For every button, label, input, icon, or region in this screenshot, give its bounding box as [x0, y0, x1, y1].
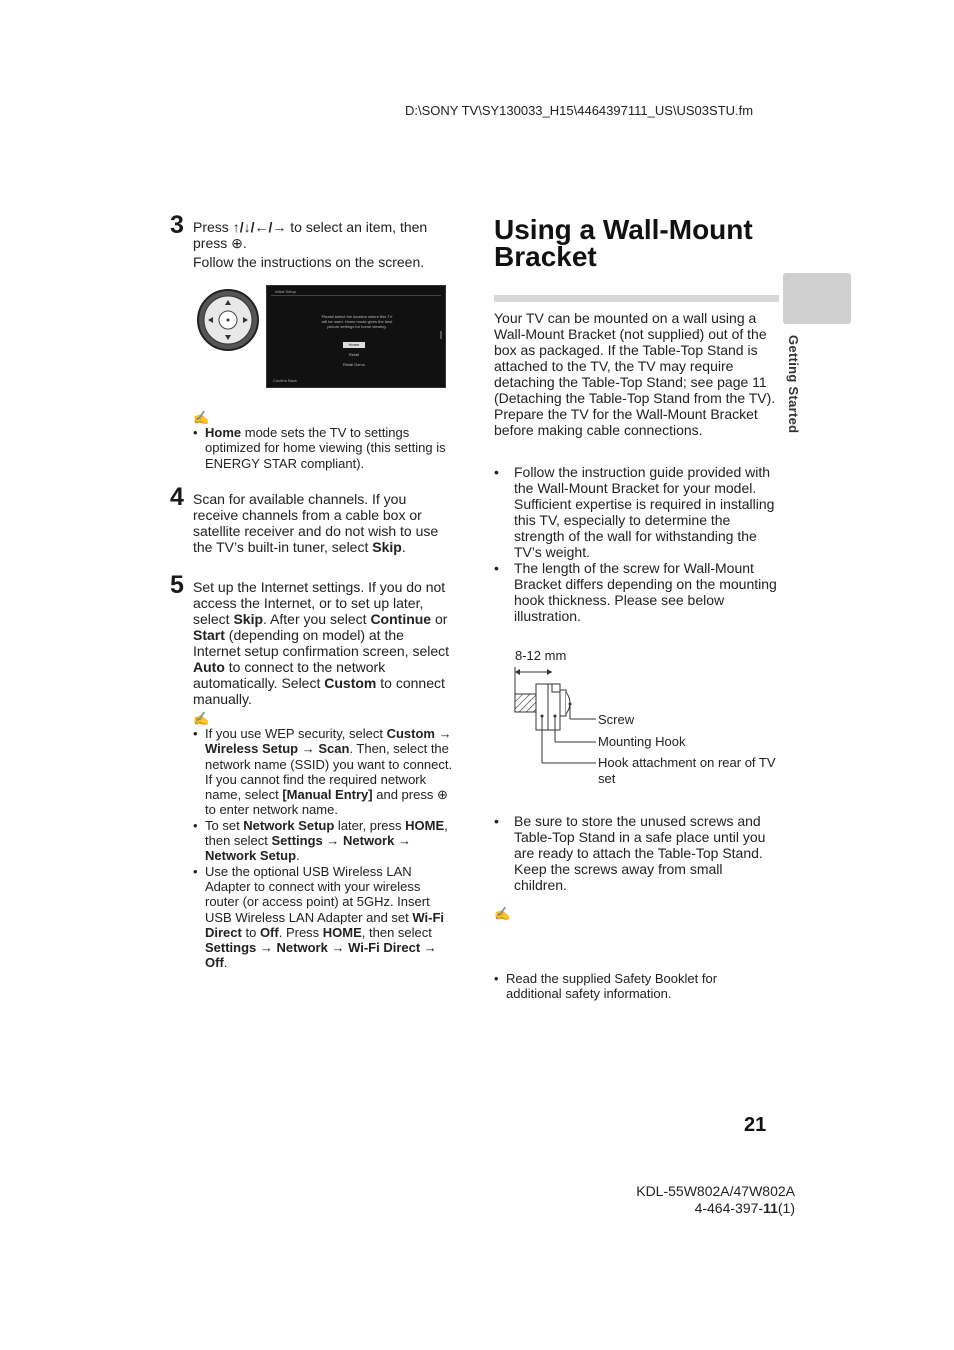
option-retail: Retail [348, 352, 360, 357]
mounting-hook-label: Mounting Hook [598, 734, 686, 749]
section-title: Using a Wall-Mount Bracket [494, 214, 753, 272]
title-rule [494, 295, 779, 302]
remote-dpad-illustration [196, 288, 260, 352]
note-icon: ✍ [193, 711, 210, 726]
tv-setup-screen: Initial Setup Please select the location where this TV will be used. Home mode gives the best picture settings for home viewing. Home Retail Retail Demo Confirm Back [266, 285, 446, 388]
step-4-number: 4 [170, 483, 184, 511]
dimension-label: 8-12 mm [515, 648, 567, 663]
arrow-keys-icon: ↑/↓/←/→ [232, 219, 287, 235]
section-tab-label: Getting Started [786, 335, 801, 434]
usb-wireless-note: • Use the optional USB Wireless LAN Adapter to connect with your wireless router (or access point) at 5GHz. Insert USB Wireless LAN Adapter and set Wi-Fi Direct to Off. Press HOME, then select Settings → Network → Wi-Fi Direct → Off. [193, 864, 455, 971]
section-tab [783, 273, 851, 324]
bullet-screw-length: • The length of the screw for Wall-Mount Bracket differs depending on the mounting hook thickness. Please see below illustration. [494, 560, 778, 624]
bullet-instruction-guide: • Follow the instruction guide provided with the Wall-Mount Bracket for your model. Sufficient expertise is required in installing this TV, especially to determine the strength of the wall for withstanding the TV’s weight. [494, 464, 778, 560]
bullet-store-screws-wrap [494, 813, 778, 893]
screw-label: Screw [598, 712, 635, 727]
model-info: KDL-55W802A/47W802A 4-464-397-11(1) [636, 1183, 795, 1216]
file-path-header: D:\SONY TV\SY130033_H15\4464397111_US\US03STU.fm [405, 103, 754, 118]
bullet-store-screws: • Be sure to store the unused screws and Table-Top Stand in a safe place until you are ready to attach the Table-Top Stand. Keep the screws away from small children. [494, 813, 778, 893]
page-number: 21 [744, 1114, 767, 1136]
network-setup-note: • To set Network Setup later, press HOME, then select Settings → Network → Network Setup. [193, 818, 455, 864]
option-retail-demo: Retail Demo [342, 362, 365, 367]
home-mode-note: • Home mode sets the TV to settings optimized for home viewing (this setting is ENERGY STAR compliant). [193, 425, 461, 471]
screw-diagram [510, 664, 610, 766]
step-3-number: 3 [170, 211, 184, 239]
hook-attachment-label: Hook attachment on rear of TV set [598, 755, 776, 786]
safety-booklet-note: • Read the supplied Safety Booklet for additional safety information. [494, 971, 756, 1002]
wall-mount-bullets [494, 464, 778, 624]
step-3-text: Press ↑/↓/←/→ to select an item, then press ⊕. Follow the instructions on the screen. [193, 219, 428, 270]
note-icon: ✍ [494, 906, 511, 921]
option-home: Home [343, 342, 365, 348]
intro-text: Your TV can be mounted on a wall using a Wall-Mount Bracket (not supplied) out of the box as packaged. If the Table-Top Stand is attached to the TV, the TV may require detaching the Table-Top Stand; see page 11 (Detaching the Table-Top Stand from the TV). Prepare the TV for the Wall-Mount Bracket before making cable connections. [494, 310, 776, 438]
wep-security-note: • If you use WEP security, select Custom → Wireless Setup → Scan. Then, select the network name (SSID) you want to connect. If you cannot find the required network name, select [Manual Entry] and press ⊕ to enter network name. [193, 726, 455, 818]
step-4-text: Scan for available channels. If you receive channels from a cable box or satellite receiver and do not wish to use the TV’s built-in tuner, select Skip. [193, 491, 439, 555]
step-5-number: 5 [170, 571, 184, 599]
step-5-text: Set up the Internet settings. If you do not access the Internet, or to set up later, select Skip. After you select Continue or Start (depending on model) at the Internet setup confirmation screen, select Auto to connect to the network automatically. Select Custom to connect manually. [193, 579, 450, 707]
note-icon: ✍ [193, 410, 210, 425]
step-5-notes [193, 726, 455, 971]
